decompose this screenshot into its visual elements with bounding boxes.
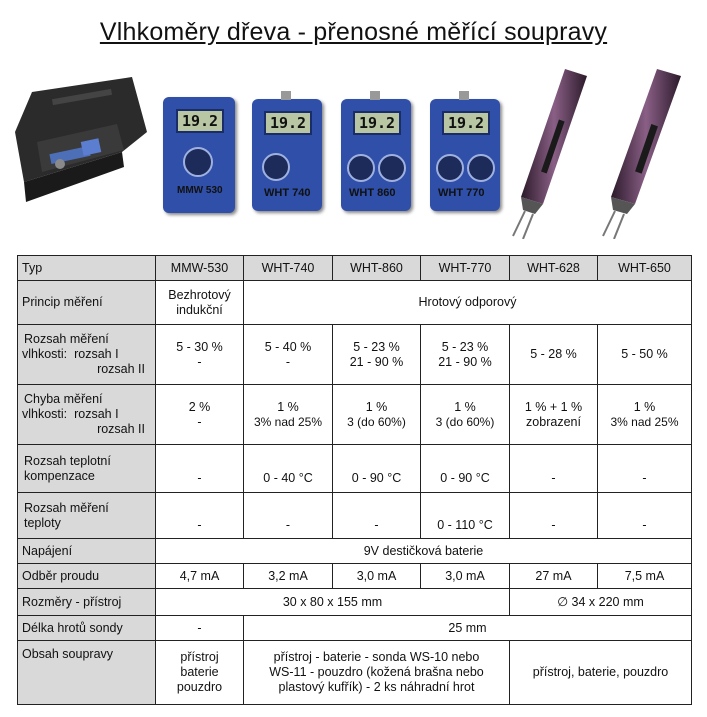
column-header: WHT-740 — [244, 256, 333, 281]
table-cell: - — [156, 493, 244, 539]
table-row-contents — [18, 641, 692, 705]
table-cell: 1 % 3% nad 25% — [244, 385, 333, 445]
dial-knob — [262, 153, 290, 181]
model-label: WHT 740 — [264, 187, 311, 199]
table-row-temp-compensation — [18, 445, 692, 493]
table-cell: 3,0 mA — [421, 564, 510, 589]
table-cell: přístroj, baterie, pouzdro — [510, 641, 692, 705]
pen-meter-wht-628-image — [505, 64, 600, 239]
table-cell: 25 mm — [244, 616, 692, 641]
table-cell: 3,2 mA — [244, 564, 333, 589]
table-cell: 9V destičková baterie — [156, 539, 692, 564]
table-cell: 0 - 90 °C — [421, 445, 510, 493]
column-header: WHT-650 — [598, 256, 692, 281]
row-label: Délka hrotů sondy — [18, 616, 156, 641]
table-cell: - — [510, 493, 598, 539]
lcd-display: 19.2 — [264, 111, 312, 135]
table-row-power — [18, 539, 692, 564]
dial-knob-right — [378, 154, 406, 182]
carrying-case-image — [12, 72, 152, 212]
table-cell: 4,7 mA — [156, 564, 244, 589]
table-row-current — [18, 564, 692, 589]
dial-knob-right — [467, 154, 495, 182]
column-header: WHT-628 — [510, 256, 598, 281]
table-cell: 7,5 mA — [598, 564, 692, 589]
table-cell: 0 - 110 °C — [421, 493, 510, 539]
row-label: Rozměry - přístroj — [18, 589, 156, 616]
table-cell: přístroj - baterie - sonda WS-10 nebo WS-11 - pouzdro (kožená brašna nebo plastový kufřík) - 2 ks náhradní hrot — [244, 641, 510, 705]
dial-knob-left — [347, 154, 375, 182]
table-cell: - — [510, 445, 598, 493]
table-cell: 1 % 3% nad 25% — [598, 385, 692, 445]
probe-connector — [370, 91, 380, 100]
table-cell: - — [598, 445, 692, 493]
row-label: Princip měření — [18, 281, 156, 325]
table-cell: 27 mA — [510, 564, 598, 589]
device-mmw-530 — [163, 97, 235, 213]
column-header: WHT-770 — [421, 256, 510, 281]
table-cell: 5 - 40 % - — [244, 325, 333, 385]
table-cell: 1 % 3 (do 60%) — [333, 385, 421, 445]
table-cell: 5 - 23 % 21 - 90 % — [333, 325, 421, 385]
product-photos — [0, 62, 707, 242]
lcd-display: 19.2 — [442, 111, 490, 135]
row-label: Rozsah měření teploty — [18, 493, 156, 539]
table-row-principle — [18, 281, 692, 325]
model-label: WHT 770 — [438, 187, 485, 199]
model-label: MMW 530 — [177, 185, 223, 196]
pen-meter-wht-650-image — [595, 64, 695, 239]
table-row-dimensions — [18, 589, 692, 616]
lcd-display: 19.2 — [353, 111, 401, 135]
table-cell: 5 - 23 % 21 - 90 % — [421, 325, 510, 385]
table-cell: přístroj baterie pouzdro — [156, 641, 244, 705]
table-cell: 0 - 40 °C — [244, 445, 333, 493]
dial-knob — [183, 147, 213, 177]
table-cell: 5 - 30 % - — [156, 325, 244, 385]
table-cell: 2 % - — [156, 385, 244, 445]
column-header: MMW-530 — [156, 256, 244, 281]
table-header-row — [18, 256, 692, 281]
model-label: WHT 860 — [349, 187, 396, 199]
table-cell: Bezhrotový indukční — [156, 281, 244, 325]
table-cell: 5 - 50 % — [598, 325, 692, 385]
table-row-temp-range — [18, 493, 692, 539]
table-cell: 1 % + 1 % zobrazení — [510, 385, 598, 445]
row-label: Odběr proudu — [18, 564, 156, 589]
table-cell: 1 % 3 (do 60%) — [421, 385, 510, 445]
table-cell: - — [333, 493, 421, 539]
table-cell: - — [156, 616, 244, 641]
table-row-humidity-range — [18, 325, 692, 385]
table-cell: 5 - 28 % — [510, 325, 598, 385]
table-cell: 30 x 80 x 155 mm — [156, 589, 510, 616]
dial-knob-left — [436, 154, 464, 182]
page-title: Vlhkoměry dřeva - přenosné měřící soupravy — [99, 18, 608, 46]
table-cell: - — [244, 493, 333, 539]
table-cell: - — [156, 445, 244, 493]
table-cell: Hrotový odporový — [244, 281, 692, 325]
row-label: Typ — [18, 256, 156, 281]
lcd-display: 19.2 — [176, 109, 224, 133]
device-wht-860 — [341, 99, 411, 211]
table-cell: - — [598, 493, 692, 539]
specification-table — [17, 255, 692, 705]
table-row-error — [18, 385, 692, 445]
row-label: Rozsah měření vlhkosti: rozsah I rozsah II — [18, 325, 156, 385]
probe-connector — [459, 91, 469, 100]
table-cell: ∅ 34 x 220 mm — [510, 589, 692, 616]
column-header: WHT-860 — [333, 256, 421, 281]
row-label: Chyba měření vlhkosti: rozsah I rozsah II — [18, 385, 156, 445]
row-label: Napájení — [18, 539, 156, 564]
row-label: Obsah soupravy — [18, 641, 156, 705]
probe-connector — [281, 91, 291, 100]
table-row-probe-length — [18, 616, 692, 641]
table-cell: 3,0 mA — [333, 564, 421, 589]
row-label: Rozsah teplotní kompenzace — [18, 445, 156, 493]
device-wht-740 — [252, 99, 322, 211]
device-wht-770 — [430, 99, 500, 211]
table-cell: 0 - 90 °C — [333, 445, 421, 493]
